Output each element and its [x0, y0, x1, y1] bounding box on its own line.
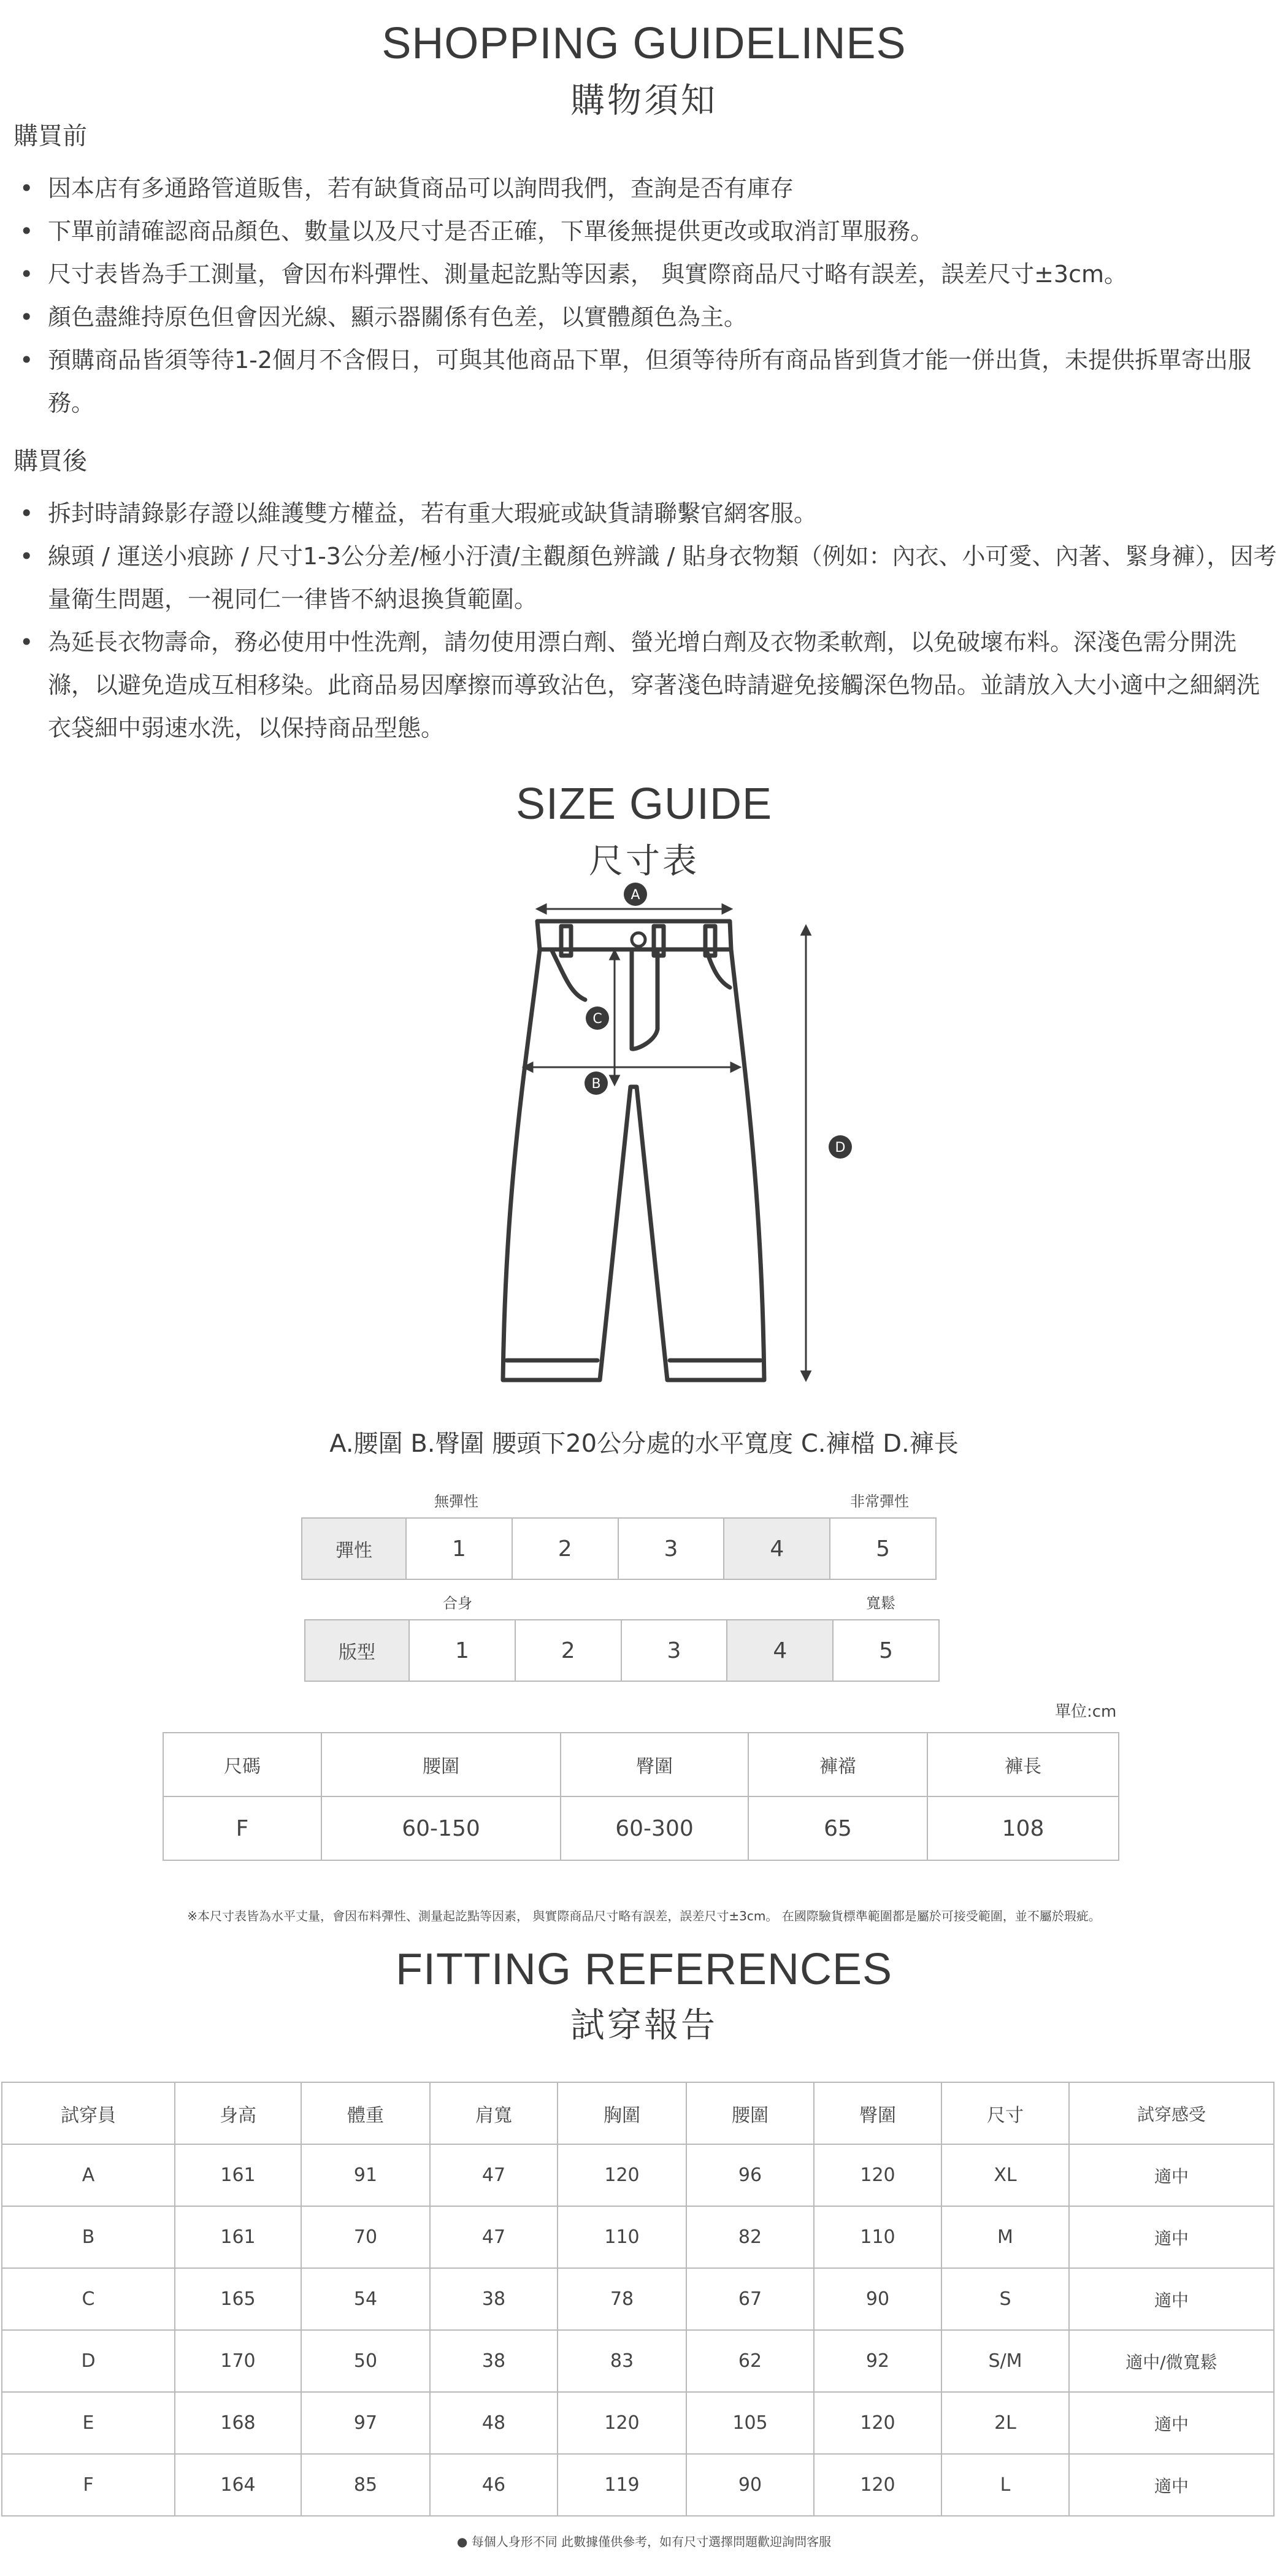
size-cell: M	[941, 2206, 1069, 2268]
feel-cell: 適中	[1069, 2392, 1274, 2454]
shoulder-cell: 47	[430, 2144, 558, 2206]
size-note: ※本尺寸表皆為水平丈量，會因布料彈性、測量起訖點等因素， 與實際商品尺寸略有誤差，誤差尺寸±3cm。 在國際驗貨標準範圍都是屬於可接受範圍，並不屬於瑕疵。	[187, 1909, 1101, 1923]
table-row	[2, 2206, 1274, 2268]
weight-cell: 70	[301, 2206, 430, 2268]
fit-option-3: 3	[621, 1620, 727, 1681]
elasticity-option-1: 1	[406, 1518, 512, 1579]
fit-header: 腰圍	[686, 2082, 814, 2144]
table-row	[163, 1796, 1119, 1860]
size-header-rise: 褲襠	[748, 1733, 927, 1796]
fit-option-5: 5	[833, 1620, 939, 1681]
weight-cell: 97	[301, 2392, 430, 2454]
list-item: • 因本店有多通路管道販售，若有缺貨商品可以詢問我們，查詢是否有庫存	[13, 167, 1277, 210]
waist-cell: 67	[686, 2268, 814, 2330]
tester-cell: A	[2, 2144, 175, 2206]
marker-c	[586, 1006, 609, 1030]
shoulder-cell: 46	[430, 2454, 558, 2516]
elasticity-option-3: 3	[618, 1518, 724, 1579]
after-purchase-heading: 購買後	[13, 447, 87, 475]
height-cell: 161	[175, 2206, 301, 2268]
table-row	[2, 2330, 1274, 2392]
list-item: • 線頭 / 運送小痕跡 / 尺寸1-3公分差/極小汙漬/主觀顏色辨識 / 貼身衣物類（例如：內衣、小可愛、內著、緊身褲），因考量衛生問題，一視同仁一律皆不納退換貨範圍。	[13, 535, 1277, 621]
fit-header: 肩寬	[430, 2082, 558, 2144]
waist-cell: 62	[686, 2330, 814, 2392]
shopping-title-en: SHOPPING GUIDELINES	[381, 19, 907, 68]
chest-cell: 83	[558, 2330, 686, 2392]
shoulder-cell: 38	[430, 2268, 558, 2330]
waist-cell: 60-150	[321, 1796, 561, 1860]
size-header-size: 尺碼	[163, 1733, 321, 1796]
size-guide-title-zh: 尺寸表	[589, 841, 699, 881]
waist-cell: 105	[686, 2392, 814, 2454]
height-cell: 164	[175, 2454, 301, 2516]
svg-text:A: A	[631, 887, 640, 903]
fit-header: 胸圍	[558, 2082, 686, 2144]
table-row	[2, 2454, 1274, 2516]
list-item: • 下單前請確認商品顏色、數量以及尺寸是否正確，下單後無提供更改或取消訂單服務。	[13, 210, 1277, 253]
chest-cell: 119	[558, 2454, 686, 2516]
feel-cell: 適中	[1069, 2454, 1274, 2516]
elasticity-option-4-selected: 4	[724, 1518, 830, 1579]
size-table	[163, 1732, 1119, 1861]
weight-cell: 85	[301, 2454, 430, 2516]
marker-b	[585, 1071, 608, 1095]
rise-cell: 65	[748, 1796, 927, 1860]
pants-diagram	[478, 877, 871, 1405]
weight-cell: 54	[301, 2268, 430, 2330]
size-cell: 2L	[941, 2392, 1069, 2454]
fitting-footnote: ● 每個人身形不同 此數據僅供參考，如有尺寸選擇問題歡迎詢問客服	[456, 2534, 832, 2549]
size-cell: XL	[941, 2144, 1069, 2206]
hip-cell: 110	[814, 2206, 941, 2268]
tester-cell: F	[2, 2454, 175, 2516]
fit-header: 試穿員	[2, 2082, 175, 2144]
tester-cell: E	[2, 2392, 175, 2454]
fit-header: 臀圍	[814, 2082, 941, 2144]
size-cell: F	[163, 1796, 321, 1860]
shoulder-cell: 47	[430, 2206, 558, 2268]
fit-name: 版型	[305, 1620, 409, 1681]
chest-cell: 120	[558, 2144, 686, 2206]
button-icon	[632, 933, 645, 946]
list-item: • 為延長衣物壽命，務必使用中性洗劑，請勿使用漂白劑、螢光增白劑及衣物柔軟劑，以免破壞布料。深淺色需分開洗滌，以避免造成互相移染。此商品易因摩擦而導致沾色，穿著淺色時請避免接觸深色物品。並請放入大小適中之細網洗衣袋細中弱速水洗，以保持商品型態。	[13, 621, 1277, 749]
marker-a	[624, 883, 647, 906]
fit-option-1: 1	[409, 1620, 515, 1681]
size-header-length: 褲長	[927, 1733, 1119, 1796]
measurement-caption: A.腰圍 B.臀圍 腰頭下20公分處的水平寬度 C.褲檔 D.褲長	[329, 1430, 959, 1458]
hip-cell: 120	[814, 2392, 941, 2454]
height-cell: 161	[175, 2144, 301, 2206]
waist-cell: 90	[686, 2454, 814, 2516]
table-row	[2, 2392, 1274, 2454]
shoulder-cell: 38	[430, 2330, 558, 2392]
after-purchase-list	[13, 492, 1277, 749]
hip-cell: 120	[814, 2454, 941, 2516]
tester-cell: D	[2, 2330, 175, 2392]
size-cell: L	[941, 2454, 1069, 2516]
shoulder-cell: 48	[430, 2392, 558, 2454]
svg-text:D: D	[835, 1140, 846, 1156]
fitting-title-en: FITTING REFERENCES	[395, 1945, 893, 1994]
marker-d	[829, 1135, 852, 1159]
feel-cell: 適中/微寬鬆	[1069, 2330, 1274, 2392]
feel-cell: 適中	[1069, 2206, 1274, 2268]
feel-cell: 適中	[1069, 2144, 1274, 2206]
tester-cell: C	[2, 2268, 175, 2330]
fitting-table	[1, 2082, 1275, 2517]
list-item: • 預購商品皆須等待1-2個月不含假日，可與其他商品下單，但須等待所有商品皆到貨才能一併出貨，未提供拆單寄出服務。	[13, 339, 1277, 424]
table-row	[2, 2268, 1274, 2330]
hip-cell: 120	[814, 2144, 941, 2206]
size-guide-title-en: SIZE GUIDE	[515, 780, 773, 829]
elasticity-left-label: 無彈性	[434, 1493, 478, 1510]
elasticity-scale	[301, 1517, 937, 1580]
height-cell: 165	[175, 2268, 301, 2330]
height-cell: 168	[175, 2392, 301, 2454]
fit-header: 試穿感受	[1069, 2082, 1274, 2144]
svg-text:C: C	[592, 1011, 602, 1027]
size-header-hip: 臀圍	[561, 1733, 748, 1796]
fit-header: 身高	[175, 2082, 301, 2144]
weight-cell: 50	[301, 2330, 430, 2392]
svg-text:B: B	[591, 1076, 601, 1092]
list-item: • 顏色盡維持原色但會因光線、顯示器關係有色差，以實體顏色為主。	[13, 296, 1277, 339]
size-header-waist: 腰圍	[321, 1733, 561, 1796]
fit-header: 尺寸	[941, 2082, 1069, 2144]
hip-cell: 92	[814, 2330, 941, 2392]
chest-cell: 120	[558, 2392, 686, 2454]
fit-header: 體重	[301, 2082, 430, 2144]
size-cell: S	[941, 2268, 1069, 2330]
list-item: • 拆封時請錄影存證以維護雙方權益，若有重大瑕疵或缺貨請聯繫官網客服。	[13, 492, 1277, 535]
fit-option-2: 2	[515, 1620, 621, 1681]
unit-label: 單位:cm	[1055, 1703, 1117, 1721]
hip-cell: 60-300	[561, 1796, 748, 1860]
hip-cell: 90	[814, 2268, 941, 2330]
chest-cell: 78	[558, 2268, 686, 2330]
list-item: • 尺寸表皆為手工測量，會因布料彈性、測量起訖點等因素， 與實際商品尺寸略有誤差，誤差尺寸±3cm。	[13, 253, 1277, 296]
feel-cell: 適中	[1069, 2268, 1274, 2330]
fit-scale	[304, 1619, 940, 1682]
waist-cell: 96	[686, 2144, 814, 2206]
elasticity-name: 彈性	[302, 1518, 406, 1579]
elasticity-right-label: 非常彈性	[850, 1493, 909, 1510]
fit-option-4-selected: 4	[727, 1620, 833, 1681]
shopping-title-zh: 購物須知	[570, 81, 718, 121]
length-cell: 108	[927, 1796, 1119, 1860]
elasticity-option-5: 5	[830, 1518, 936, 1579]
table-row	[2, 2144, 1274, 2206]
size-cell: S/M	[941, 2330, 1069, 2392]
height-cell: 170	[175, 2330, 301, 2392]
fit-right-label: 寬鬆	[866, 1595, 895, 1612]
tester-cell: B	[2, 2206, 175, 2268]
before-purchase-heading: 購買前	[13, 122, 87, 150]
chest-cell: 110	[558, 2206, 686, 2268]
elasticity-option-2: 2	[512, 1518, 618, 1579]
weight-cell: 91	[301, 2144, 430, 2206]
fitting-title-zh: 試穿報告	[570, 2006, 718, 2045]
fit-left-label: 合身	[443, 1595, 472, 1612]
before-purchase-list	[13, 167, 1277, 424]
waist-cell: 82	[686, 2206, 814, 2268]
